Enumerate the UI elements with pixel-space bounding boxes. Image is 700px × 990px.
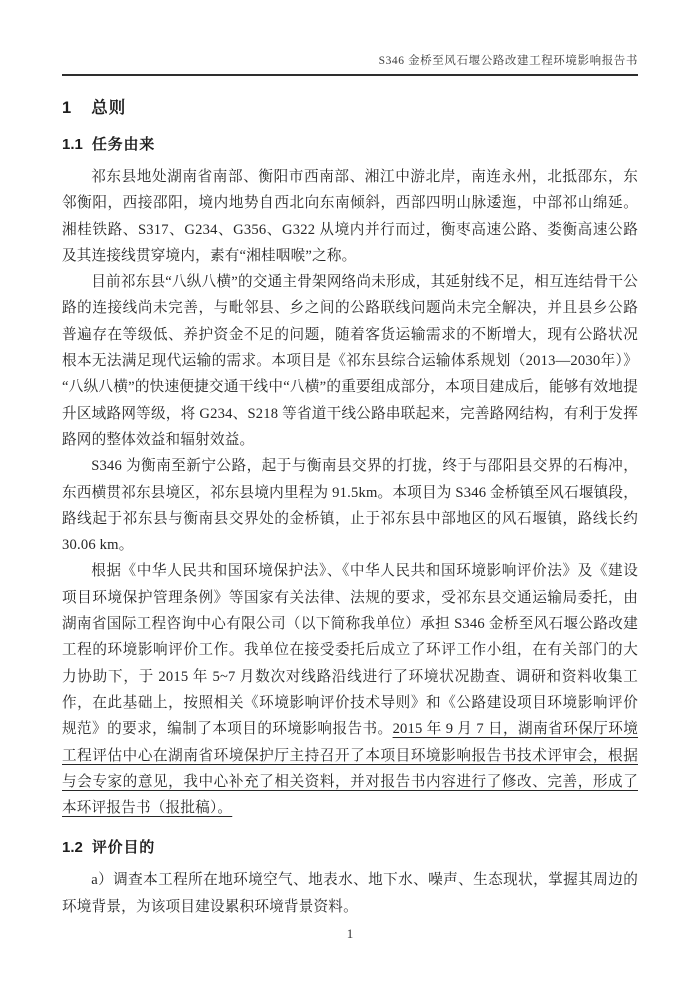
chapter-number: 1	[62, 99, 72, 117]
paragraph-purpose-item-a: a）调查本工程所在地环境空气、地表水、地下水、噪声、生态现状，掌握其周边的环境背景，为该项目建设累积环境背景资料。	[62, 872, 638, 915]
paragraph-route-description: S346 为衡南至新宁公路，起于与衡南县交界的打拢，终于与邵阳县交界的石梅冲，东西横贯祁东县境区，祁东县境内里程为 91.5km。本项目为 S346 金桥镇至风石堰镇段，路线起于祁东县与衡南县交界处的金桥镇，止于祁东县中部地区的风石堰镇，路线长约 30.06 km。	[62, 458, 638, 554]
paragraph-legal-basis	[62, 558, 638, 821]
page-number: 1	[346, 926, 354, 941]
chapter-heading	[62, 94, 638, 118]
paragraph-review-meeting-underlined: 2015 年 9 月 7 日，湖南省环保厅环境工程评估中心在湖南省环境保护厅主持召开了本项目环境影响报告书技术评审会，根据与会专家的意见，我中心补充了相关资料，并对报告书内容进行了修改、完善，形成了本环评报告书（报批稿）。	[62, 721, 639, 817]
section-heading-1-2	[62, 836, 638, 857]
section-1-2-number: 1.2	[62, 839, 83, 857]
page-footer	[0, 925, 700, 943]
section-1-1-number: 1.1	[62, 136, 83, 153]
page-header	[62, 0, 638, 76]
page-content	[62, 94, 638, 920]
paragraph-legal-basis-lead: 根据《中华人民共和国环境保护法》、《中华人民共和国环境影响评价法》及《建设项目环境保护管理条例》等国家有关法律、法规的要求，受祁东县交通运输局委托，由湖南省国际工程咨询中心有限公司（以下简称我单位）承担 S346 金桥至风石堰公路改建工程的环境影响评价工作。我单位在接受委托后成立了环评工作小组，在有关部门的大力协助下，于 2015 年 5~7 月数次对线路沿线进行了环境状况勘查、调研和资料收集工作，在此基础上，按照相关《环境影响评价技术导则》和《公路建设项目环境影响评价规范》的要求，编制了本项目的环境影响报告书。	[62, 563, 638, 738]
paragraph-road-network-status: 目前祁东县“八纵八横”的交通主骨架网络尚未形成，其延射线不足，相互连结骨干公路的连接线尚未完善，与毗邻县、乡之间的公路联线问题尚未完全解决，并且县乡公路普遍存在等级低、养护资金不足的问题，随着客货运输需求的不断增大，现有公路状况根本无法满足现代运输的需求。本项目是《祁东县综合运输体系规划（2013—2030年）》“八纵八横”的快速便捷交通干线中“八横”的重要组成部分，本项目建成后，能够有效地提升区域路网等级，将 G234、S218 等省道干线公路串联起来，完善路网结构，有利于发挥路网的整体效益和辐射效益。	[62, 274, 638, 448]
paragraph-region-overview: 祁东县地处湖南省南部、衡阳市西南部、湘江中游北岸，南连永州，北抵邵东，东邻衡阳，西接邵阳，境内地势自西北向东南倾斜，西部四明山脉逶迤，中部祁山绵延。湘桂铁路、S317、G234、G356、G322 从境内并行而过，衡枣高速公路、娄衡高速公路及其连接线贯穿境内，素有“湘桂咽喉”之称。	[62, 169, 638, 264]
section-1-2-title: 评价目的	[91, 839, 156, 857]
section-heading-1-1	[62, 133, 638, 154]
chapter-title: 总则	[91, 99, 127, 117]
running-header-title: S346 金桥至风石堰公路改建工程环境影响报告书	[378, 55, 638, 67]
section-1-1-title: 任务由来	[91, 136, 156, 153]
